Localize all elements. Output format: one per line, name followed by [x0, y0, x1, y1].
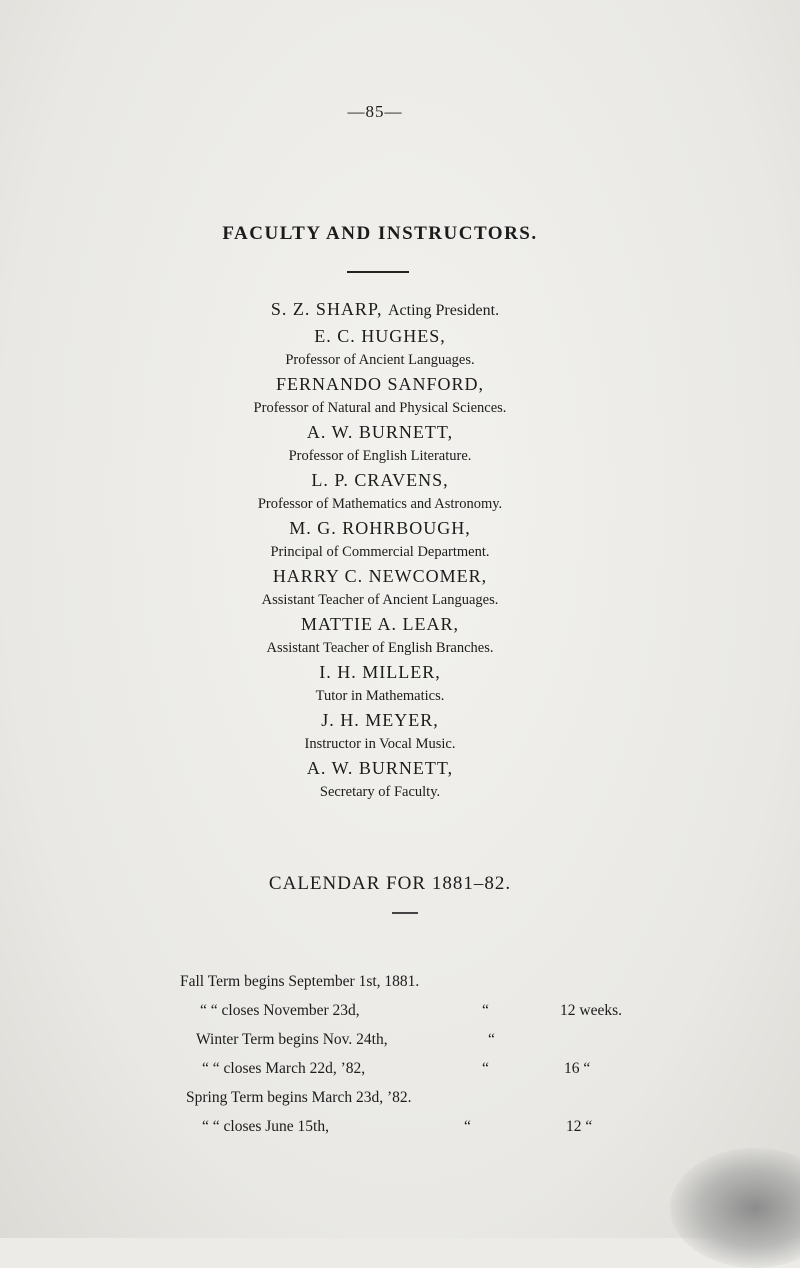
title-rule: [347, 271, 409, 273]
faculty-title: Professor of Mathematics and Astronomy.: [257, 496, 503, 512]
faculty-list: [0, 296, 760, 803]
calendar-event: “ “ closes June 15th,: [202, 1118, 329, 1135]
faculty-name: MATTIE A. LEAR,: [301, 614, 459, 634]
faculty-name: HARRY C. NEWCOMER,: [272, 566, 488, 586]
calendar-ditto: “: [464, 1118, 471, 1135]
faculty-name: J. H. MEYER,: [321, 710, 439, 730]
faculty-member: [0, 707, 760, 755]
section-title: FACULTY AND INSTRUCTORS.: [222, 223, 538, 244]
faculty-member: [0, 659, 760, 707]
faculty-name: E. C. HUGHES,: [314, 326, 446, 346]
faculty-title: Principal of Commercial Department.: [270, 544, 490, 560]
faculty-title: Tutor in Mathematics.: [315, 688, 445, 704]
faculty-title: Instructor in Vocal Music.: [304, 736, 456, 752]
calendar-ditto: “: [488, 1031, 495, 1048]
calendar-event: Spring Term begins March 23d, ’82.: [186, 1089, 412, 1106]
calendar-event: Fall Term begins September 1st, 1881.: [180, 973, 420, 990]
calendar-rule: [392, 912, 418, 914]
faculty-name: M. G. ROHRBOUGH,: [289, 518, 471, 538]
calendar-duration: 16 “: [564, 1060, 591, 1077]
faculty-member: [0, 296, 760, 323]
faculty-member: [0, 323, 760, 371]
faculty-member: [0, 755, 760, 803]
faculty-name: FERNANDO SANFORD,: [275, 374, 485, 394]
faculty-member: [0, 515, 760, 563]
faculty-title: Assistant Teacher of English Branches.: [266, 640, 494, 656]
faculty-member: [0, 371, 760, 419]
faculty-member: [0, 563, 760, 611]
faculty-name: S. Z. SHARP,: [270, 299, 383, 319]
calendar-title: CALENDAR FOR 1881–82.: [268, 873, 512, 894]
faculty-title: Professor of Ancient Languages.: [285, 352, 475, 368]
calendar-ditto: “: [482, 1002, 489, 1019]
faculty-member: [0, 419, 760, 467]
faculty-name: L. P. CRAVENS,: [311, 470, 449, 490]
faculty-name: A. W. BURNETT,: [306, 758, 454, 778]
faculty-title: Professor of English Literature.: [288, 448, 472, 464]
faculty-title: Acting President.: [387, 302, 500, 319]
calendar-event: “ “ closes November 23d,: [200, 1002, 360, 1019]
page-number: —85—: [347, 102, 403, 121]
faculty-title: Secretary of Faculty.: [319, 784, 441, 800]
calendar-duration: 12 weeks.: [560, 1002, 622, 1019]
page-shadow: [670, 1148, 800, 1268]
faculty-title: Professor of Natural and Physical Sciences.: [253, 400, 507, 416]
faculty-member: [0, 467, 760, 515]
calendar-event: “ “ closes March 22d, ’82,: [202, 1060, 366, 1077]
faculty-name: A. W. BURNETT,: [306, 422, 454, 442]
faculty-title: Assistant Teacher of Ancient Languages.: [261, 592, 499, 608]
calendar-event: Winter Term begins Nov. 24th,: [196, 1031, 388, 1048]
faculty-member: [0, 611, 760, 659]
faculty-name: I. H. MILLER,: [319, 662, 441, 682]
calendar-duration: 12 “: [566, 1118, 593, 1135]
calendar-ditto: “: [482, 1060, 489, 1077]
